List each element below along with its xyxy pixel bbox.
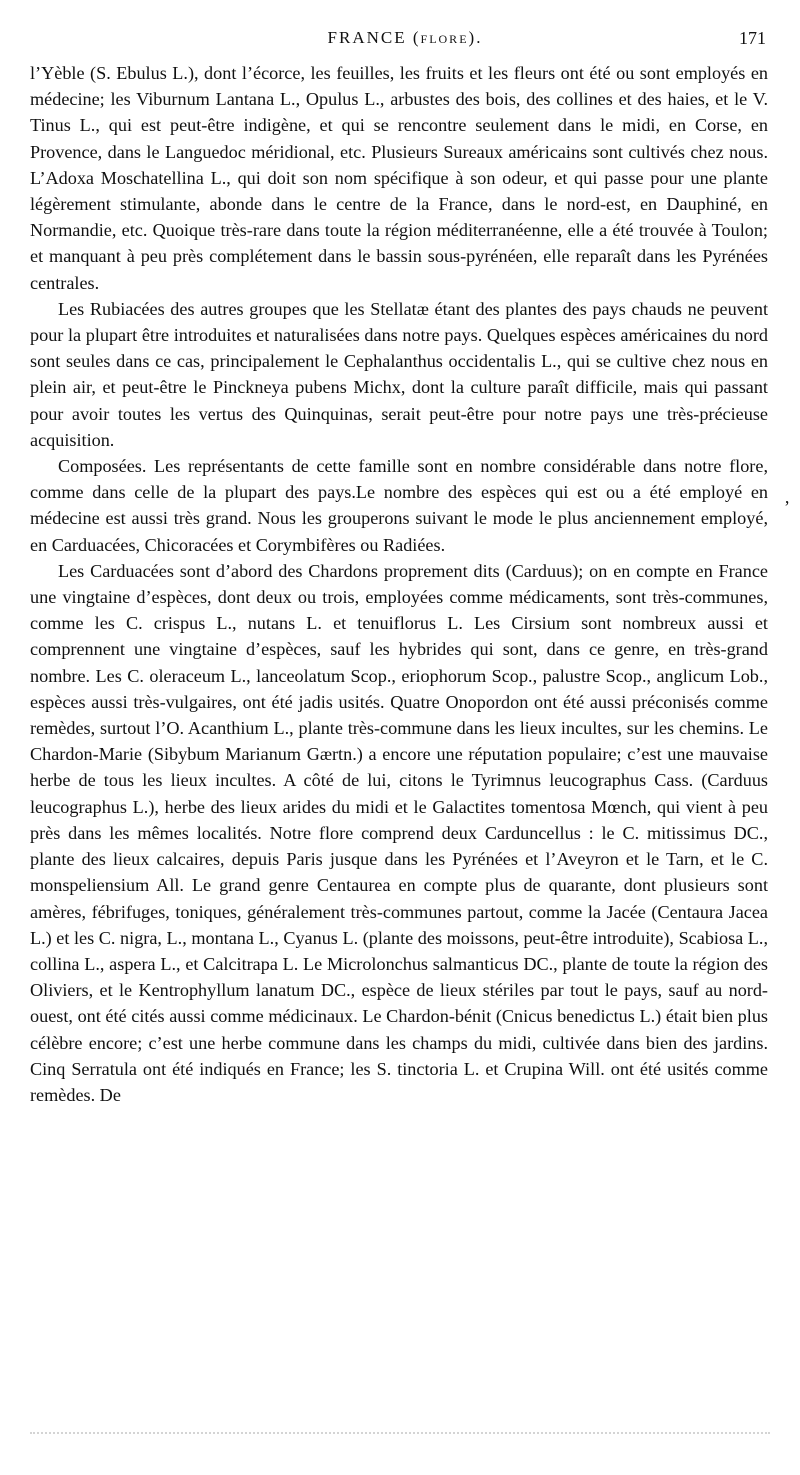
page-header bbox=[30, 28, 780, 54]
margin-mark: ’ bbox=[784, 497, 790, 517]
running-title-smallcaps: FLORE bbox=[420, 32, 469, 46]
running-title bbox=[30, 28, 780, 48]
footer-print-noise bbox=[30, 1432, 770, 1440]
body-text bbox=[30, 60, 768, 1108]
paragraph-rubiacees: Les Rubiacées des autres groupes que les Stellatæ étant des plantes des pays chauds ne peuvent pour la plupart être introduites et naturalisées dans notre pays. Quelques espèces américaines du nord sont seules dans ce cas, principalement le Cephalanthus occidentalis L., qui se cultive chez nous en plein air, et peut-être le Pinckneya pubens Michx, dont la culture paraît difficile, mais qui passant pour avoir toutes les vertus des Quinquinas, serait peut-être pour notre pays une très-précieuse acquisition. bbox=[30, 298, 768, 450]
page-number: 171 bbox=[739, 28, 766, 48]
paragraph-adoxa: l’Yèble (S. Ebulus L.), dont l’écorce, les feuilles, les fruits et les fleurs ont été ou sont employés en médecine; les Viburnum Lantana L., Opulus L., arbustes des bois, des collines et des haies, et le V. Tinus L., qui est peut-être indigène, et qui se rencontre seulement dans le midi, en Corse, en Provence, dans le Languedoc méridional, etc. Plusieurs Sureaux américains sont cultivés chez nous. L’Adoxa Moschatellina L., qui doit son nom spécifique à son odeur, et qui passe pour une plante légèrement stimulante, abonde dans le centre de la France, dans le nord-est, en Dauphiné, en Normandie, etc. Quoique très-rare dans toute la région méditerranéenne, elle a été trouvée à Toulon; et manquant à peu près complétement dans le bassin sous-pyrénéen, elle reparaît dans les Pyrénées centrales. bbox=[30, 63, 768, 293]
paragraph-carduacees: Les Carduacées sont d’abord des Chardons proprement dits (Carduus); on en compte en France une vingtaine d’espèces, dont deux ou trois, employées comme médicaments, sont très-communes, comme les C. crispus L., nutans L. et tenuiflorus L. Les Cirsium sont nombreux aussi et comprennent une vingtaine d’espèces, sauf les hybrides qui sont, dans ce genre, en très-grand nombre. Les C. oleraceum L., lanceolatum Scop., eriophorum Scop., palustre Scop., anglicum Lob., espèces aussi très-vulgaires, ont été jadis usités. Quatre Onopordon ont été aussi préconisés comme remèdes, surtout l’O. Acanthium L., plante très-commune dans les lieux incultes, sur les chemins. Le Chardon-Marie (Sibybum Marianum Gærtn.) a encore une réputation populaire; c’est une mauvaise herbe de tous les lieux incultes. A côté de lui, citons le Tyrimnus leucographus Cass. (Carduus leucographus L.), herbe des lieux arides du midi et le Galactites tomentosa Mœnch, qui vient à peu près dans les mêmes localités. Notre flore comprend deux Carduncellus : le C. mitissimus DC., plante des lieux calcaires, depuis Paris jusque dans les Pyrénées et l’Aveyron et le Tarn, et le C. monspeliensium All. Le grand genre Centaurea en compte plus de quarante, dont plusieurs sont amères, fébrifuges, toniques, généralement très-communes partout, comme la Jacée (Centaura Jacea L.) et les C. nigra, L., montana L., Cyanus L. (plante des moissons, peut-être introduite), Scabiosa L., collina L., aspera L., et Calcitrapa L. Le Microlonchus salmanticus DC., plante de toute la région des Oliviers, et le Kentrophyllum lanatum DC., espèce de lieux stériles par tout le pays, sauf au nord-ouest, ont été cités aussi comme médicinaux. Le Chardon-bénit (Cnicus benedictus L.) était bien plus célèbre encore; c’est une herbe commune dans les champs du midi, cultivée dans bien des jardins. Cinq Serratula ont été indiqués en France; les S. tinctoria L. et Crupina Will. ont été usités comme remèdes. De bbox=[30, 560, 768, 1105]
paragraph-composees: Composées. Les représentants de cette famille sont en nombre considérable dans notre flore, comme dans celle de la plupart des pays.Le nombre des espèces qui est ou a été employé en médecine est aussi très grand. Nous les grouperons suivant le mode le plus anciennement employé, en Carduacées, Chicoracées et Corymbifères ou Radiées. bbox=[30, 456, 768, 555]
running-title-end: ). bbox=[468, 28, 483, 47]
running-title-main: FRANCE ( bbox=[327, 28, 421, 47]
